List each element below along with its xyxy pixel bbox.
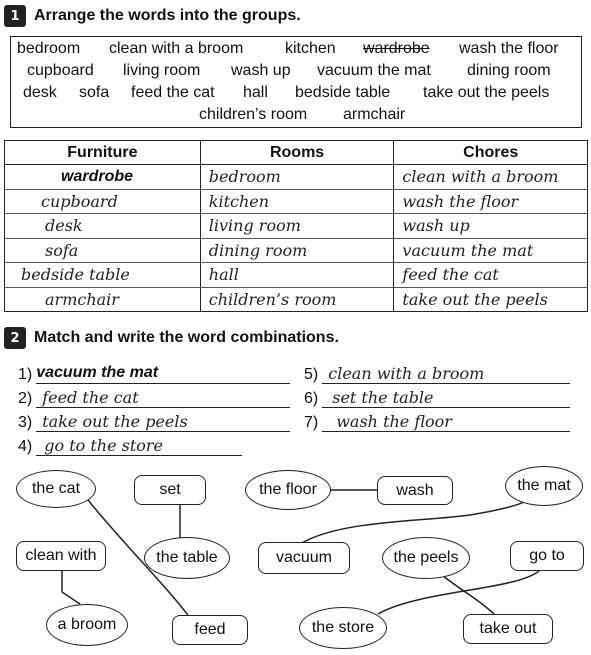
word-bank-item: sofa: [79, 84, 110, 101]
chip-feed[interactable]: feed: [172, 615, 248, 645]
chip-vacuum[interactable]: vacuum: [258, 542, 350, 574]
word-bank-item: take out the peels: [423, 84, 550, 101]
table-cell[interactable]: bedroom: [200, 165, 394, 190]
chip-clean-with[interactable]: clean with: [16, 541, 106, 571]
word-bank-item: dining room: [467, 62, 551, 79]
word-bank-item: wardrobe: [363, 40, 430, 57]
word-bank-item: feed the cat: [131, 84, 215, 101]
chip-the-peels[interactable]: the peels: [382, 537, 470, 579]
match-line-set-table: [170, 504, 180, 540]
table-cell[interactable]: clean with a broom: [394, 165, 588, 190]
column-header-rooms: Rooms: [200, 141, 394, 165]
chip-the-mat[interactable]: the mat: [505, 466, 583, 506]
answer-field[interactable]: wash the floor: [322, 412, 570, 432]
column-header-furniture: Furniture: [5, 141, 201, 165]
answer-field[interactable]: feed the cat: [36, 388, 290, 408]
word-bank-item: vacuum the mat: [317, 62, 431, 79]
chip-the-floor[interactable]: the floor: [245, 470, 331, 510]
table-cell[interactable]: take out the peels: [394, 287, 588, 312]
chip-the-table[interactable]: the table: [144, 537, 230, 579]
answer-field[interactable]: set the table: [322, 388, 570, 408]
answer-number: 2): [18, 390, 33, 407]
answer-number: 6): [304, 390, 319, 407]
word-bank-item: bedside table: [295, 84, 391, 101]
word-bank-item: cupboard: [27, 62, 94, 79]
word-bank-item: hall: [243, 84, 268, 101]
chip-go-to[interactable]: go to: [510, 541, 584, 571]
chip-the-store[interactable]: the store: [299, 607, 387, 649]
word-bank-item: desk: [23, 84, 57, 101]
chip-the-cat[interactable]: the cat: [16, 470, 96, 508]
table-cell[interactable]: wash up: [394, 214, 588, 239]
table-cell[interactable]: dining room: [200, 238, 394, 263]
chip-take-out[interactable]: take out: [463, 614, 553, 644]
exercise-number-icon: 1: [4, 5, 26, 27]
answer-number: 5): [304, 366, 319, 383]
table-cell[interactable]: hall: [200, 263, 394, 288]
word-bank-item: clean with a broom: [109, 40, 244, 57]
answer-number: 4): [18, 438, 33, 455]
word-bank-item: wash the floor: [459, 40, 559, 57]
answer-number: 7): [304, 414, 319, 431]
answer-field[interactable]: clean with a broom: [322, 364, 570, 384]
match-line-clean-broom: [62, 570, 80, 604]
table-cell[interactable]: wardrobe: [5, 165, 201, 190]
table-cell[interactable]: sofa: [5, 238, 201, 263]
exercise-1-title: Arrange the words into the groups.: [34, 7, 301, 24]
answer-field[interactable]: take out the peels: [36, 412, 290, 432]
table-cell[interactable]: vacuum the mat: [394, 238, 588, 263]
word-bank-item: children’s room: [199, 106, 308, 123]
answer-number: 3): [18, 414, 33, 431]
word-bank-item: bedroom: [17, 40, 81, 57]
answer-field[interactable]: go to the store: [36, 436, 242, 456]
column-header-chores: Chores: [394, 141, 588, 165]
table-cell[interactable]: cupboard: [5, 189, 201, 214]
table-cell[interactable]: bedside table: [5, 263, 201, 288]
answer-number: 1): [18, 366, 33, 383]
word-bank-item: armchair: [343, 106, 406, 123]
table-cell[interactable]: armchair: [5, 287, 201, 312]
word-bank-item: kitchen: [285, 40, 336, 57]
exercise-2-title: Match and write the word combinations.: [34, 329, 339, 346]
chip-a-broom[interactable]: a broom: [46, 604, 128, 646]
chip-wash[interactable]: wash: [377, 476, 453, 505]
table-cell[interactable]: living room: [200, 214, 394, 239]
table-cell[interactable]: children’s room: [200, 287, 394, 312]
word-bank-item: living room: [123, 62, 201, 79]
match-line-go-store: [378, 570, 540, 614]
answer-field[interactable]: vacuum the mat: [36, 364, 290, 384]
chip-set[interactable]: set: [134, 475, 206, 505]
table-cell[interactable]: kitchen: [200, 189, 394, 214]
exercise-number-icon: 2: [4, 327, 26, 349]
word-bank-item: wash up: [231, 62, 291, 79]
table-cell[interactable]: desk: [5, 214, 201, 239]
table-cell[interactable]: wash the floor: [394, 189, 588, 214]
table-cell[interactable]: feed the cat: [394, 263, 588, 288]
